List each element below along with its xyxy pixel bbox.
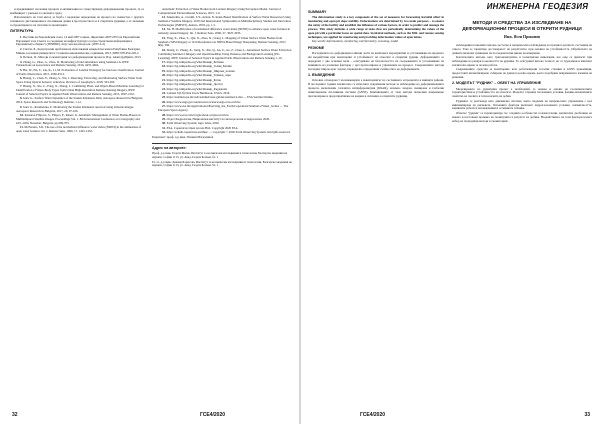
article-author: Инж. Ясен Прокопов — [503, 35, 541, 40]
reference-number: 26. — [162, 99, 167, 104]
right-column-1 — [308, 8, 444, 408]
reference-number: 16. — [162, 47, 167, 52]
reference-text: Jelev G., Roumenina, E. Monitoring the Studen Kladenets reservoir using airborne images. Aerospace Research in Bulgaria, 2017, 29, 97-106. — [16, 104, 135, 113]
reference-number: 30. — [162, 121, 167, 126]
reference-text: ESA, Copernicus Open Access Hub. Copyright 2020 ESA. — [166, 125, 239, 130]
reference-text: https://bg.wikipedia.org/wiki/Язовир_Широка_поляна — [166, 68, 235, 73]
reference-number: 10. — [20, 113, 25, 118]
reference-number: 7. — [20, 84, 24, 89]
reference-number: 19. — [162, 68, 167, 73]
right-column-2 — [452, 44, 592, 408]
article-header — [450, 14, 594, 44]
keywords: Key words: deformations, monitoring, interferometry, scanning, model — [312, 39, 399, 43]
references-heading: ЛИТЕРАТУРА — [10, 29, 34, 34]
reference-number: 21. — [162, 77, 167, 82]
reference-text: https://sentinel.esa.int/web/sentinel/user-guides/sentinel-2-msi — ESA Sentinel Online. — [166, 95, 274, 100]
reference-number: 27. — [162, 104, 167, 109]
section-2-paragraph: Рудникът се разглежда като динамична система, която подлежи на непрекъснато управление с цел минимизиране на рисковете. Основните фактори включват хидрогеоложките условия, сеизмичността, взривните работи и натоварванията от минната техника. — [452, 98, 592, 111]
reference-number: 14. — [162, 27, 167, 32]
reference-number: 29. — [162, 117, 167, 122]
reference-text: Huang, C., Chen, Y., Zhang, S., Wu, J. Detecting, Extracting, and Monitoring Surface Water from Space Using Optical Sensors: A Review. Reviews of Geophysics, 2018, 333-360. — [16, 76, 142, 84]
reference-item — [152, 16, 292, 28]
reference-number: 3. — [20, 55, 24, 60]
summary-text: The deformation study is a key component of the set of measures for forecasting harmful effect in monitoring and open pit slope stability. Deformations are determined by two main purposes – to ensure the safety of the facility and establish the influence of various factors, in order to predict and manage the process. This study includes a wide range of tasks that are periodically determining the values of the open pit with a particular focus on spatial data. Statistical methods, such as the MSL and remote sensing techniques, are applied for monitoring and providing deformation values of open mines. — [308, 15, 444, 39]
reference-number: 20. — [162, 73, 167, 78]
reference-text: Петков, П., Методи за мониторинг на деформационни процеси. Изд. АвангардПринт, 2013. — [23, 55, 142, 60]
left-column-2 — [152, 8, 292, 408]
summary-heading: SUMMARY — [308, 10, 327, 14]
reference-text: Automatic Extraction of Water Bodies from Landsat Imagery Using Perception Model. Journal of Computational Environmental Sciences, 2015, 1-6. — [158, 8, 282, 15]
reference-text: https://www.usgs.gov/centers/eros/science/usgs-eros-archive — [166, 99, 241, 104]
reference-text: Jelev G., Surface Water Dynamics of the Studen Kladenets Dam. Aerospace Research in Bulgaria, 2016, Space Research and Technology Institute, 1-12. — [16, 96, 143, 105]
reference-number: 18. — [162, 64, 167, 69]
right-page-number: 33 — [584, 412, 590, 418]
reference-number: 5. — [20, 67, 24, 72]
reference-number: 13. — [162, 15, 167, 20]
reference-text: https://www.esri.com/arcgis/about-arcgis/overview — [166, 112, 229, 117]
reference-number: 23. — [162, 86, 167, 91]
address-heading: Адрес на авторите: — [152, 145, 187, 150]
reference-text: Bis, W., Fei, T., Liu, K., Li, M. Evaluation of Landsat 8 imagery for land use classification. Journal of Earth Observation, 2015, 4500-4513. — [16, 67, 144, 76]
reference-item — [152, 49, 292, 61]
reference-text: Katsaros-Filipova, S., Filipov, F., Ranev, G. Automatic Management of Water Bodies Based on Multitemporal Satellite Images. Proceedings Vol. 1. 8th International Conference on Cartography and GIS, 2020, Nessebar, Bulgaria, pp 699-705. — [16, 113, 141, 125]
reference-number: 4. — [20, 59, 24, 64]
section-tag: ИНЖЕНЕРНА ГЕОДЕЗИЯ — [486, 2, 589, 11]
reference-number: 1. — [20, 34, 24, 39]
reference-text: Huang, X., Xie, C., Fang, X., Zhang, L. Combining Pixel- and Object-Based Machine Learning for Identification of Water-Body Types from Urban High-Resolution Remote-Sensing Imagery. IEEE Journal of Selected Topics in Applied Earth Observations and Remote Sensing, 2015, 2097-2110. — [16, 84, 144, 97]
reference-number: 31. — [162, 125, 167, 130]
reference-text: Zhang, G., Zhao, G., Zhao, D. Monitoring of land subsidence using Sentinel-1A. IEEE Transactions on Geoscience and Remote Sensing, 2016, 4455-4464. — [16, 59, 129, 68]
reference-item — [10, 36, 144, 48]
section-1-text: Основна отговорност на инженерите е мониторингът на състоянието и процесите в минните райони. В последните години значително се използват съвременни методи за наблюдение на деформационните процеси, включващи сателитна интерферометрия (InSAR), наземно лазерно сканиране и глобални навигационни спътникови системи (GNSS). Комбинацията от тези методи позволява навременно прогнозиране и предотвратяване на аварии и свлачища в откритите рудници. — [308, 78, 444, 98]
reference-number: 6. — [20, 76, 24, 81]
article-title: МЕТОДИ И СРЕДСТВА ЗА ИЗСЛЕДВАНЕ НА ДЕФОРМАЦИОННИ ПРОЦЕСИ В ОТКРИТИ РУДНИЦИ — [462, 20, 582, 31]
reference-text: Отдел Хидрология, Национален институт по метеорология и хидрология, 2020. — [166, 117, 270, 122]
reference-text: https://bg.wikipedia.org/wiki/Язовир_Доспат — [166, 82, 223, 87]
reference-text: Светла, Б., Кадастрални проблеми на използвания земеделски земи в Република България, Минно-геоложки университет. Социално-икономически, годишник, 2015. ISBN 978-954-229-2 — [16, 46, 141, 55]
resume-text: Изследването на деформации в минни части на комплекса мероприятия за установяване на вредното им въздействие при мониторинг и устойчивост на откосите в открития рудник. Деформациите се определят с две основни цели – осигуряване на безопасността на съоръжението и установяване на влиянието на различни фактори, с цел прогнозиране и управление на процеса. Съвременните методи изследват широк кръг задачи, периодично определящи стойностите на деформациите. — [308, 51, 444, 71]
body-paragraph: и предизвикват геоложки процеси и активизация на съществуващи деформационни процеси, те се комбинират с рискове за околната среда. — [10, 8, 144, 15]
section-1-heading: 1. ВЪВЕДЕНИЕ — [308, 72, 336, 77]
reference-text: Landsat 8 (L8) Data Users Handbook, USGS, 2019. — [166, 91, 231, 95]
reference-text: McFeeters, S.K. The use of the normalized difference water index (NDWI) in the delineation of open water features. Int. J. Remote Sens. 1996, 17, 1425-1432. — [16, 125, 142, 133]
reference-item — [10, 126, 144, 134]
reference-text: https://scihub.copernicus.eu/dhus/ — Copyright © 2020 Earth Observing System. All rights reserved. — [166, 130, 291, 135]
reference-item — [152, 37, 292, 49]
reference-text: https://www.esa.int/Applications/Observing_the_Earth/Copernicus/Sentinel-2/Water_bodies — The European Space Agency. — [158, 104, 289, 113]
reference-text: https://bg.wikipedia.org/wiki/Язовир_Кърджали — [166, 86, 227, 91]
reference-number: 25. — [162, 95, 167, 100]
reference-text: Zhang, Z., Zhang, X., Jiang, X., Xin, Q., An, Z., Ao, Z., Chen, L. Automated Surface Water Extraction Combining Sentinel-2 Imagery and OpenStreetMap Using Presence and Background Learning (PU-Learning). IEEE Journal of Selected Topics in Applied Earth Observations and Remote Sensing, 1-16. — [158, 47, 292, 60]
reference-text: Вестник на Европейския съюз, 14 май 2007 година, Директива 2007/2/ЕО на Европейския Парламент и на Съвета за създаване на инфраструктура за пространствена информация в Европейската общност (INSPIRE), http://eur-lex.europa.eu/ (2007-4-2) — [16, 34, 140, 47]
right-page — [300, 0, 600, 424]
left-column-1 — [10, 8, 144, 408]
reference-item — [10, 85, 144, 97]
reference-number: 15. — [162, 35, 167, 40]
reference-text: Earth Observing System. Agro Atlas, 2020. — [166, 121, 220, 126]
reference-number: 8. — [20, 96, 24, 101]
body-paragraph: Съвременните средства за мониторинг, като роботизирани тотални станции и GNSS приемници, предоставят автоматизирано събиране на данни в реално време, което подобрява навременното вземане на решения. — [452, 67, 592, 79]
reference-number: 28. — [162, 112, 167, 117]
reference-text: https://bg.wikipedia.org/wiki/Язовир_Батак — [166, 77, 221, 82]
body-paragraph: наблюдения позволяват високо-честотно и непрекъснато наблюдение и отразяват реалното състояние на откоса. Така се гарантира достоверност на резултатите, при анализа на устойчивостта. Обработката на данните включва сравнение на последователни цикли на измерване. — [452, 44, 592, 55]
reference-number: 24. — [162, 91, 167, 95]
reference-item — [10, 114, 144, 126]
section-2-paragraph: Моделирането на рудничния процес е необходимо за оценка и анализ на геотехническите характеристики и устойчивостта на откосите. Моделът отразява геоложките условия, физико-механичните свойства на скалите и технологията на добив. — [452, 86, 592, 99]
reference-text: https://bg.wikipedia.org/wiki/Язовир_Голям_Беглик — [166, 64, 232, 69]
author-address: Проф. д-р инж. Георги Желев, Институт за космически изследвания и технологии, Българска академия на науките, София 1113, ул. Акад. Георги Бончев, бл. 1 — [152, 150, 288, 159]
section-2-heading: 2. МОДЕЛЪТ "РУДНИК" – ОБЕКТ НА УПРАВЛЕНИЕ — [452, 81, 542, 86]
body-paragraph: Използването на тази метод за борба с надеждно определяне на процеса на съвместно с другите техники на дистанционни и спътникови данни в пространството и в откритите рудници, е от значение за проектирането на системи за мониторинг. — [10, 15, 144, 27]
reference-number: 11. — [20, 125, 25, 130]
body-paragraph: Класическите методи, като тригонометрична и геометрична нивелация, все още се прилагат при наблюдение на репери в околността на рудника. Те осигуряват висока точност, но са трудоемки и изискват значително време за полева работа. — [452, 55, 592, 67]
authors-address — [152, 147, 292, 169]
reference-text: Xu, H. Modification of normalized difference water index (NDWI) to enhance open water features in remotely sensed imagery. Int. J. Remote Sens. 2006, 27, 3025-3033. — [158, 27, 291, 36]
right-journal-issue: ГСЕ4/2020 — [360, 412, 386, 418]
reference-number: 17. — [162, 59, 167, 64]
reference-text: https://bg.wikipedia.org/wiki/Язовир_Тошков_чарк — [166, 73, 231, 78]
reference-number: 32. — [162, 130, 167, 135]
reference-text: Yang, X., Zhao, S., Qin, X., Zhao, N., Liang, L. Mapping of Urban Surface Water Bodies from Sentinel-2 MSI Imagery at 10 m Resolution via NDWI-Based Image Sharpening. Remote Sensing, 2017, 9(6), 596. — [158, 35, 287, 48]
reference-text: https://bg.wikipedia.org/wiki/Язовир_Беглика — [166, 59, 224, 64]
section-2-paragraph: Обектът "рудник" се характеризира със следните особености: големи площи, значителна дълбочина на изкопа и постоянна промяна на геометрията в резултат на добива. Въздействието на тези фактори налага избор на подходящи методи за мониторинг. — [452, 110, 592, 123]
left-page-number: 32 — [12, 412, 18, 418]
reference-number: 9. — [20, 104, 24, 109]
reference-text: Sekertekin, A., Cicekli, S.Y., Arslan, N. Index-Based Identification of Surface Water Resources Using Sentinel-2 Satellite Imagery. 2018 2nd International Symposium on Multidisciplinary Studies and Innovative Technologies (ISMSIT), Ankara, 2018, pp. 1-5. — [158, 15, 291, 27]
reviewer-note: Рецензент: проф. д-р инж. Пламен Магдалинов — [152, 134, 214, 139]
resume-heading: РЕЗЮМЕ — [308, 45, 325, 50]
left-journal-issue: ГСЕ4/2020 — [200, 412, 226, 418]
author-address: Гл. ас. д-р инж. Деница Борисова, Институт за космически изследвания и технологии, Българска академия на науките, София 1113, ул. Акад. Георги Бончев, бл. 1 — [152, 159, 292, 168]
divider — [152, 143, 292, 144]
reference-number: 2. — [20, 46, 24, 51]
reference-number: 22. — [162, 82, 167, 87]
